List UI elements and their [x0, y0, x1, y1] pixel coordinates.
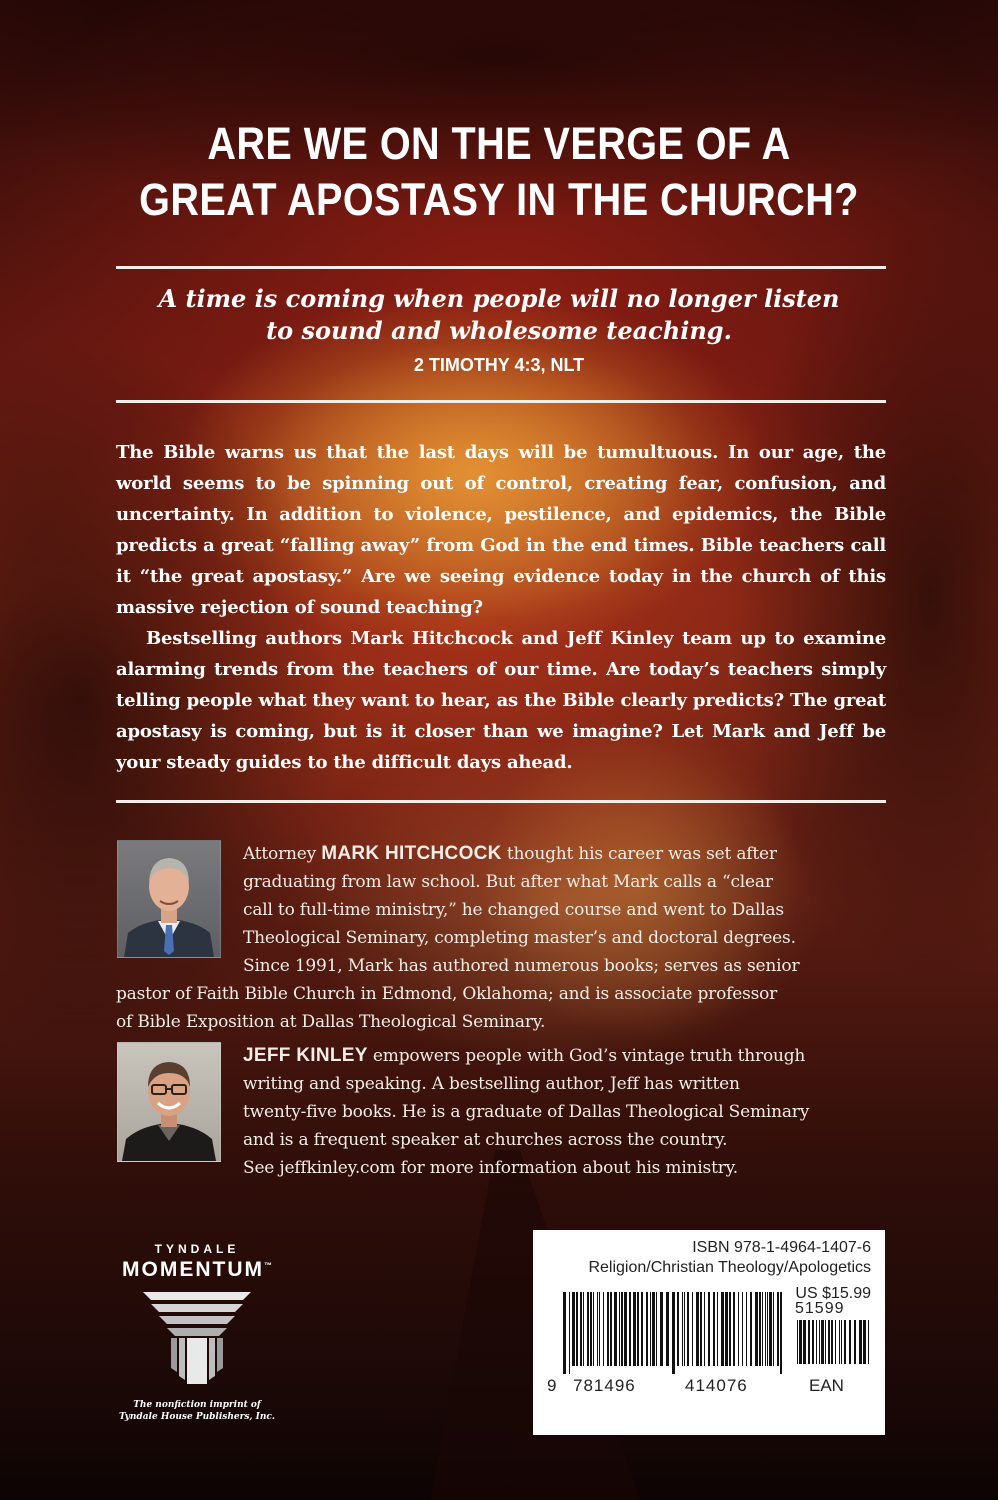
barcode-bar: [831, 1320, 833, 1364]
category-text: Religion/Christian Theology/Apologetics: [588, 1259, 871, 1276]
barcode-bar: [614, 1292, 617, 1366]
barcode-bar: [713, 1292, 715, 1366]
publisher-imprint: [112, 1399, 282, 1423]
book-description: [116, 437, 886, 778]
description-paragraph-1: The Bible warns us that the last days will be tumultuous. In our age, the world seems to be spinning out of control, creating fear, confusion, and uncertainty. In addition to violence, pestilence, and epidemics, the Bible predicts a great “falling away” from God in the end times. Bible teachers call it “the great apostasy.” Are we seeing evidence today in the church of this massive rejection of sound teaching?: [116, 442, 886, 618]
isbn-text: ISBN 978-1-4964-1407-6: [692, 1239, 871, 1256]
barcode-bar: [646, 1292, 648, 1366]
barcode-bar: [819, 1320, 820, 1364]
publisher-top-text: TYNDALE: [154, 1242, 240, 1256]
author-photo-mark-hitchcock: [117, 840, 221, 958]
barcode-bar: [755, 1292, 758, 1366]
barcode-bar: [603, 1292, 604, 1366]
author-name-jeff-kinley: JEFF KINLEY: [243, 1045, 368, 1066]
bio2-line-4: and is a frequent speaker at churches across the country.: [243, 1130, 728, 1150]
barcode-bar: [854, 1320, 856, 1364]
barcode-bar: [742, 1292, 743, 1366]
barcode-bar: [607, 1292, 609, 1366]
barcode-bar: [696, 1292, 699, 1366]
barcode-bar: [672, 1292, 675, 1374]
divider-top: [116, 266, 886, 269]
barcode-bar: [704, 1292, 705, 1366]
bio1-line-2: graduating from law school. But after what Mark calls a “clear: [243, 872, 773, 892]
barcode-bar: [799, 1320, 802, 1364]
barcode-bar: [780, 1292, 782, 1374]
barcode-bar: [637, 1292, 639, 1366]
barcode-bar: [765, 1292, 766, 1366]
ean-label: EAN: [809, 1376, 844, 1395]
headline-line-2: GREAT APOSTASY IN THE CHURCH?: [139, 174, 859, 225]
publisher-name: [112, 1258, 282, 1282]
barcode-main-bars: [563, 1292, 783, 1374]
quote-line-2: to sound and wholesome teaching.: [266, 316, 732, 345]
barcode-bar: [569, 1292, 570, 1374]
headline: [60, 116, 938, 228]
barcode-bar: [597, 1292, 598, 1366]
barcode-bar: [687, 1292, 689, 1366]
barcode-bar: [767, 1292, 768, 1366]
barcode-bar: [797, 1320, 798, 1364]
barcode-bar: [762, 1292, 763, 1366]
barcode-bar: [708, 1292, 710, 1366]
divider-middle: [116, 400, 886, 403]
barcode-bar: [721, 1292, 724, 1366]
bio1-line-7: of Bible Exposition at Dallas Theological Seminary.: [116, 1012, 546, 1032]
barcode-bar: [619, 1292, 620, 1366]
divider-bottom: [116, 800, 886, 803]
bio1-lead: Attorney: [243, 844, 322, 864]
barcode-bar: [624, 1292, 627, 1366]
barcode-bar: [682, 1292, 683, 1366]
barcode-bar: [859, 1320, 862, 1364]
barcode-bar: [733, 1292, 735, 1366]
barcode-box: [533, 1230, 885, 1435]
barcode-bar: [777, 1292, 779, 1366]
barcode-bar: [841, 1320, 842, 1364]
description-paragraph-2: Bestselling authors Mark Hitchcock and Jeff Kinley team up to examine alarming trends from the teachers of our time. Are today’s teachers simply telling people what they want to hear, as the Bible clearly predicts? The great apostasy is coming, but is it closer than we imagine? Let Mark and Jeff be your steady guides to the difficult days ahead.: [116, 628, 886, 773]
author-bio-jeff-kinley: [243, 1042, 903, 1182]
barcode-bar: [816, 1320, 817, 1364]
barcode-bar: [821, 1320, 824, 1364]
barcode-bar: [610, 1292, 612, 1366]
barcode-bar: [863, 1320, 866, 1364]
barcode-bar: [769, 1292, 772, 1366]
barcode-bar: [580, 1292, 582, 1366]
publisher-name-text: MOMENTUM: [122, 1258, 264, 1281]
barcode-bar: [583, 1292, 584, 1366]
barcode-bar: [746, 1292, 747, 1366]
bio2-line-3: twenty-five books. He is a graduate of Dallas Theological Seminary: [243, 1102, 810, 1122]
imprint-line-1: The nonfiction imprint of: [133, 1400, 261, 1410]
barcode-bar: [717, 1292, 718, 1366]
ean-first-digit: 9: [547, 1376, 557, 1395]
author-bio-mark-hitchcock: [243, 840, 903, 980]
barcode-bar: [572, 1292, 575, 1366]
trademark-mark: ™: [263, 1261, 272, 1270]
barcode-bar: [621, 1292, 623, 1366]
publisher-logo: [112, 1242, 282, 1423]
barcode-bar: [773, 1292, 774, 1366]
author-name-mark-hitchcock: MARK HITCHCOCK: [321, 843, 502, 864]
barcode-bar: [808, 1320, 810, 1364]
barcode-bar: [633, 1292, 636, 1366]
barcode-bar: [849, 1320, 851, 1364]
barcode-bar: [666, 1292, 669, 1366]
price-code: 51599: [795, 1300, 845, 1317]
quote-line-1: A time is coming when people will no longer listen: [158, 284, 840, 313]
portrait-icon-2: [118, 1043, 220, 1161]
barcode-bar: [599, 1292, 600, 1366]
barcode-bar: [825, 1320, 826, 1364]
barcode-bar: [729, 1292, 731, 1366]
barcode-bar: [700, 1292, 702, 1366]
bio1-line-4: Theological Seminary, completing master’s and doctoral degrees.: [243, 928, 796, 948]
portrait-icon: [118, 841, 220, 957]
barcode-bar: [839, 1320, 840, 1364]
barcode-bar: [563, 1292, 566, 1374]
bio2-line-5: See jeffkinley.com for more information about his ministry.: [243, 1158, 738, 1178]
barcode-bar: [650, 1292, 651, 1366]
bio1-line-5: Since 1991, Mark has authored numerous books; serves as senior: [243, 956, 800, 976]
barcode-bar: [803, 1320, 806, 1364]
bio2-line-1: empowers people with God’s vintage truth through: [367, 1046, 806, 1066]
barcode-bar: [684, 1292, 685, 1366]
barcode-bar: [828, 1320, 830, 1364]
bio1-line-6: pastor of Faith Bible Church in Edmond, Oklahoma; and is associate professor: [116, 984, 778, 1004]
ean-group-1: 781496: [573, 1376, 636, 1395]
barcode-bar: [677, 1292, 679, 1366]
bio1-line-3: call to full-time ministry,” he changed course and went to Dallas: [243, 900, 784, 920]
barcode-bar: [835, 1320, 836, 1364]
scripture-quote: [0, 283, 998, 347]
bio2-line-2: writing and speaking. A bestselling author, Jeff has written: [243, 1074, 740, 1094]
barcode-bar: [812, 1320, 814, 1364]
tyndale-t-emblem-icon: [137, 1286, 257, 1386]
scripture-reference: 2 TIMOTHY 4:3, NLT: [413, 355, 585, 375]
barcode-bar: [587, 1292, 589, 1366]
barcode-bar: [750, 1292, 752, 1366]
barcode-bar: [660, 1292, 663, 1366]
barcode-bar: [652, 1292, 655, 1366]
barcode-bar: [590, 1292, 592, 1366]
headline-line-1: ARE WE ON THE VERGE OF A: [207, 118, 791, 169]
barcode-bar: [576, 1292, 578, 1366]
ean-group-2: 414076: [685, 1376, 748, 1395]
price-text: US $15.99: [795, 1285, 871, 1302]
barcode-bar: [844, 1320, 846, 1364]
barcode-bar: [593, 1292, 594, 1366]
barcode-bar: [738, 1292, 739, 1366]
bio1-line-1: thought his career was set after: [501, 844, 777, 864]
author-bio-mark-hitchcock-continued: [116, 980, 896, 1036]
barcode-bar: [759, 1292, 761, 1366]
barcode-bar: [868, 1320, 869, 1364]
author-photo-jeff-kinley: [117, 1042, 221, 1162]
barcode-bar: [692, 1292, 693, 1366]
barcode-bar: [656, 1292, 657, 1366]
imprint-line-2: Tyndale House Publishers, Inc.: [118, 1412, 276, 1422]
barcode-bar: [629, 1292, 631, 1366]
barcode-bar: [641, 1292, 643, 1366]
barcode-bar: [725, 1292, 728, 1366]
